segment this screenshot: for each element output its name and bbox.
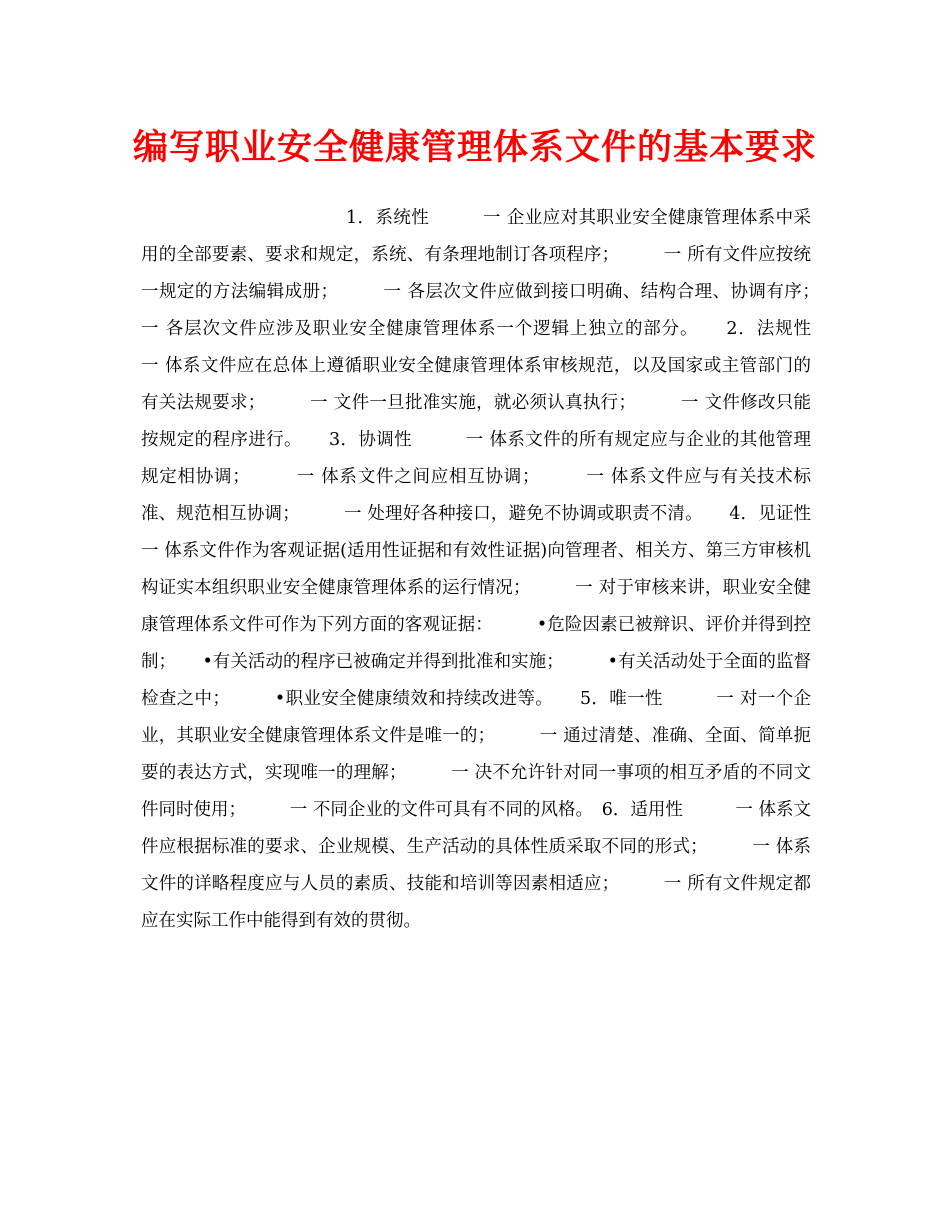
document-title: 编写职业安全健康管理体系文件的基本要求 xyxy=(132,127,817,168)
document-body: 1．系统性 一 企业应对其职业安全健康管理体系中采用的全部要素、要求和规定，系统、有条理地制订各项程序； 一 所有文件应按统一规定的方法编辑成册； 一 各层次文件应做到接口明确、结构合理、协调有序； 一 各层次文件应涉及职业安全健康管理体系一个逻辑上独立的部分。 2．法规性 一 体系文件应在总体上遵循职业安全健康管理体系审核规范，以及国家或主管部门的有关法规要求； 一 文件一旦批准实施，就必须认真执行； 一 文件修改只能按规定的程序进行。 3．协调性 一 体系文件的所有规定应与企业的其他管理规定相协调； 一 体系文件之间应相互协调； 一 体系文件应与有关技术标准、规范相互协调； 一 处理好各种接口，避免不协调或职责不清。 4．见证性 一 体系文件作为客观证据(适用性证据和有效性证据)向管理者、相关方、第三方审核机构证实本组织职业安全健康管理体系的运行情况； 一 对于审核来讲，职业安全健康管理体系文件可作为下列方面的客观证据： •危险因素已被辩识、评价并得到控制； •有关活动的程序已被确定并得到批准和实施； •有关活动处于全面的监督检查之中； •职业安全健康绩效和持续改进等。 5．唯一性 一 对一个企业，其职业安全健康管理体系文件是唯一的； 一 通过清楚、准确、全面、简单扼要的表达方式，实现唯一的理解； 一 决不允许针对同一事项的相互矛盾的不同文件同时使用； 一 不同企业的文件可具有不同的风格。 6．适用性 一 体系文件应根据标准的要求、企业规模、生产活动的具体性质采取不同的形式； 一 体系文件的详略程度应与人员的素质、技能和培训等因素相适应； 一 所有文件规定都应在实际工作中能得到有效的贯彻。 xyxy=(141,208,864,931)
